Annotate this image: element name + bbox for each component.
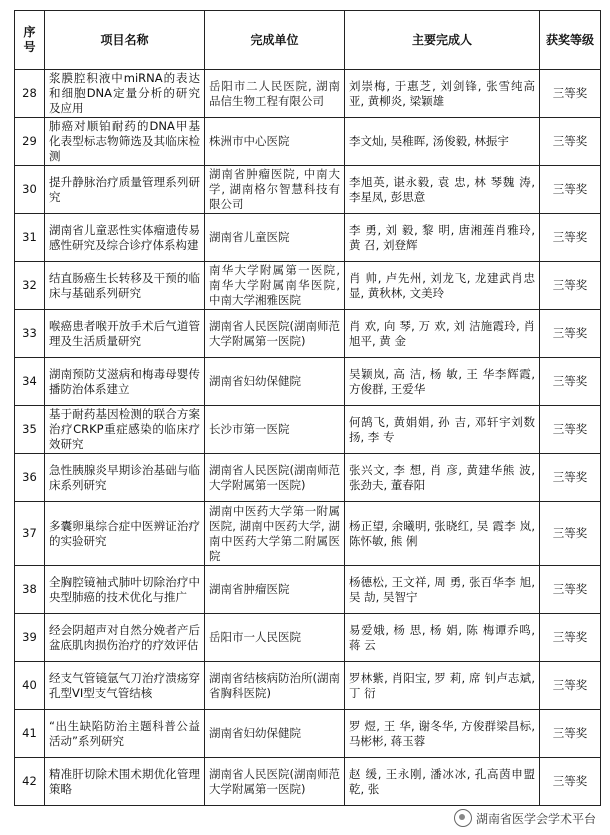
award-level: 三等奖 (540, 614, 601, 662)
wechat-logo-icon (454, 809, 472, 827)
table-row (15, 406, 601, 454)
award-level: 三等奖 (540, 166, 601, 214)
table-row (15, 310, 601, 358)
award-level: 三等奖 (540, 118, 601, 166)
row-number: 30 (15, 166, 45, 214)
table-row (15, 758, 601, 806)
project-name: 经会阴超声对自然分娩者产后盆底肌肉损伤治疗的疗效评估 (45, 614, 205, 662)
header-award: 获奖等级 (540, 11, 601, 70)
main-contributors: 杨德松, 王文祥, 周 勇, 张百华李 旭, 吴 劼, 吴智宁 (345, 566, 540, 614)
main-contributors: 罗 煜, 王 华, 谢冬华, 方俊群梁昌标, 马彬彬, 蒋玉蓉 (345, 710, 540, 758)
watermark (450, 807, 600, 829)
table-row (15, 710, 601, 758)
main-contributors: 杨正望, 余曦明, 张晓红, 吴 霞李 岚, 陈怀敏, 熊 俐 (345, 502, 540, 566)
main-contributors: 李旭英, 谌永毅, 袁 忠, 林 琴魏 涛, 李星凤, 彭思意 (345, 166, 540, 214)
watermark-text: 湖南省医学会学术平台 (475, 811, 596, 826)
completion-unit: 岳阳市一人民医院 (205, 614, 345, 662)
completion-unit: 湖南省结核病防治所(湖南省胸科医院) (205, 662, 345, 710)
completion-unit: 南华大学附属第一医院, 南华大学附属南华医院, 中南大学湘雅医院 (205, 262, 345, 310)
project-name: 经支气管镜氩气刀治疗溃疡穿孔型VI型支气管结核 (45, 662, 205, 710)
award-level: 三等奖 (540, 454, 601, 502)
row-number: 36 (15, 454, 45, 502)
table-row (15, 662, 601, 710)
completion-unit: 湖南省人民医院(湖南师范大学附属第一医院) (205, 310, 345, 358)
project-name: 提升静脉治疗质量管理系列研究 (45, 166, 205, 214)
completion-unit: 长沙市第一医院 (205, 406, 345, 454)
header-row (15, 11, 601, 70)
row-number: 34 (15, 358, 45, 406)
project-name: “出生缺陷防治主题科普公益活动”系列研究 (45, 710, 205, 758)
award-table (14, 10, 601, 806)
table-row (15, 118, 601, 166)
project-name: 浆膜腔积液中miRNA的表达和细胞DNA定量分析的研究及应用 (45, 70, 205, 118)
row-number: 39 (15, 614, 45, 662)
row-number: 29 (15, 118, 45, 166)
award-level: 三等奖 (540, 406, 601, 454)
completion-unit: 湖南省肿瘤医院 (205, 566, 345, 614)
project-name: 结直肠癌生长转移及干预的临床与基础系列研究 (45, 262, 205, 310)
project-name: 喉癌患者喉开放手术后气道管理及生活质量研究 (45, 310, 205, 358)
award-level: 三等奖 (540, 70, 601, 118)
main-contributors: 何鹄飞, 黄娟娟, 孙 吉, 邓轩宇刘数扬, 李 专 (345, 406, 540, 454)
completion-unit: 湖南省妇幼保健院 (205, 710, 345, 758)
header-unit: 完成单位 (205, 11, 345, 70)
row-number: 33 (15, 310, 45, 358)
project-name: 湖南预防艾滋病和梅毒母婴传播防治体系建立 (45, 358, 205, 406)
main-contributors: 李文灿, 吴稚晖, 汤俊毅, 林振宇 (345, 118, 540, 166)
row-number: 42 (15, 758, 45, 806)
completion-unit: 湖南省人民医院(湖南师范大学附属第一医院) (205, 454, 345, 502)
row-number: 37 (15, 502, 45, 566)
project-name: 肺癌对顺铂耐药的DNA甲基化表型标志物筛选及其临床检测 (45, 118, 205, 166)
table-row (15, 358, 601, 406)
main-contributors: 赵 缓, 王永刚, 潘冰冰, 孔高茵申盟乾, 张 (345, 758, 540, 806)
header-people: 主要完成人 (345, 11, 540, 70)
main-contributors: 易爱娥, 杨 思, 杨 娟, 陈 梅谭乔鸣, 蒋 云 (345, 614, 540, 662)
award-level: 三等奖 (540, 502, 601, 566)
main-contributors: 张兴文, 李 想, 肖 彦, 黄建华熊 波, 张劲夫, 董春阳 (345, 454, 540, 502)
main-contributors: 李 勇, 刘 毅, 黎 明, 唐湘莲肖雅玲, 黄 召, 刘登辉 (345, 214, 540, 262)
table-row (15, 566, 601, 614)
project-name: 基于耐药基因检测的联合方案治疗CRKP重症感染的临床疗效研究 (45, 406, 205, 454)
award-level: 三等奖 (540, 358, 601, 406)
row-number: 41 (15, 710, 45, 758)
award-level: 三等奖 (540, 710, 601, 758)
project-name: 多囊卵巢综合症中医辨证治疗的实验研究 (45, 502, 205, 566)
table-row (15, 262, 601, 310)
project-name: 急性胰腺炎早期诊治基础与临床系列研究 (45, 454, 205, 502)
row-number: 32 (15, 262, 45, 310)
row-number: 28 (15, 70, 45, 118)
table-row (15, 214, 601, 262)
main-contributors: 肖 帅, 卢先州, 刘龙飞, 龙建武肖忠显, 黄秋林, 文美玲 (345, 262, 540, 310)
table-row (15, 502, 601, 566)
award-level: 三等奖 (540, 566, 601, 614)
header-project: 项目名称 (45, 11, 205, 70)
header-no: 序号 (15, 11, 45, 70)
table-row (15, 614, 601, 662)
project-name: 精准肝切除术围术期优化管理策略 (45, 758, 205, 806)
completion-unit: 湖南省肿瘤医院, 中南大学, 湖南格尔智慧科技有限公司 (205, 166, 345, 214)
completion-unit: 湖南省妇幼保健院 (205, 358, 345, 406)
main-contributors: 刘崇梅, 于惠芝, 刘剑锋, 张雪纯高 亚, 黄柳炎, 梁颖雄 (345, 70, 540, 118)
completion-unit: 湖南省人民医院(湖南师范大学附属第一医院) (205, 758, 345, 806)
row-number: 35 (15, 406, 45, 454)
award-level: 三等奖 (540, 214, 601, 262)
completion-unit: 岳阳市二人民医院, 湖南品信生物工程有限公司 (205, 70, 345, 118)
project-name: 湖南省儿童恶性实体瘤遗传易感性研究及综合诊疗体系构建 (45, 214, 205, 262)
award-level: 三等奖 (540, 662, 601, 710)
main-contributors: 吴颖岚, 高 洁, 杨 敏, 王 华李辉霞, 方俊群, 王爱华 (345, 358, 540, 406)
award-level: 三等奖 (540, 262, 601, 310)
table-row (15, 70, 601, 118)
table-row (15, 454, 601, 502)
row-number: 31 (15, 214, 45, 262)
completion-unit: 湖南省儿童医院 (205, 214, 345, 262)
award-level: 三等奖 (540, 310, 601, 358)
award-level: 三等奖 (540, 758, 601, 806)
completion-unit: 株洲市中心医院 (205, 118, 345, 166)
completion-unit: 湖南中医药大学第一附属医院, 湖南中医药大学, 湖南中医药大学第二附属医院 (205, 502, 345, 566)
main-contributors: 肖 欢, 向 琴, 万 欢, 刘 洁施霞玲, 肖旭平, 黄 金 (345, 310, 540, 358)
row-number: 38 (15, 566, 45, 614)
table-row (15, 166, 601, 214)
main-contributors: 罗林紫, 肖阳宝, 罗 莉, 席 钊卢志斌, 丁 衍 (345, 662, 540, 710)
project-name: 全胸腔镜袖式肺叶切除治疗中央型肺癌的技术优化与推广 (45, 566, 205, 614)
row-number: 40 (15, 662, 45, 710)
